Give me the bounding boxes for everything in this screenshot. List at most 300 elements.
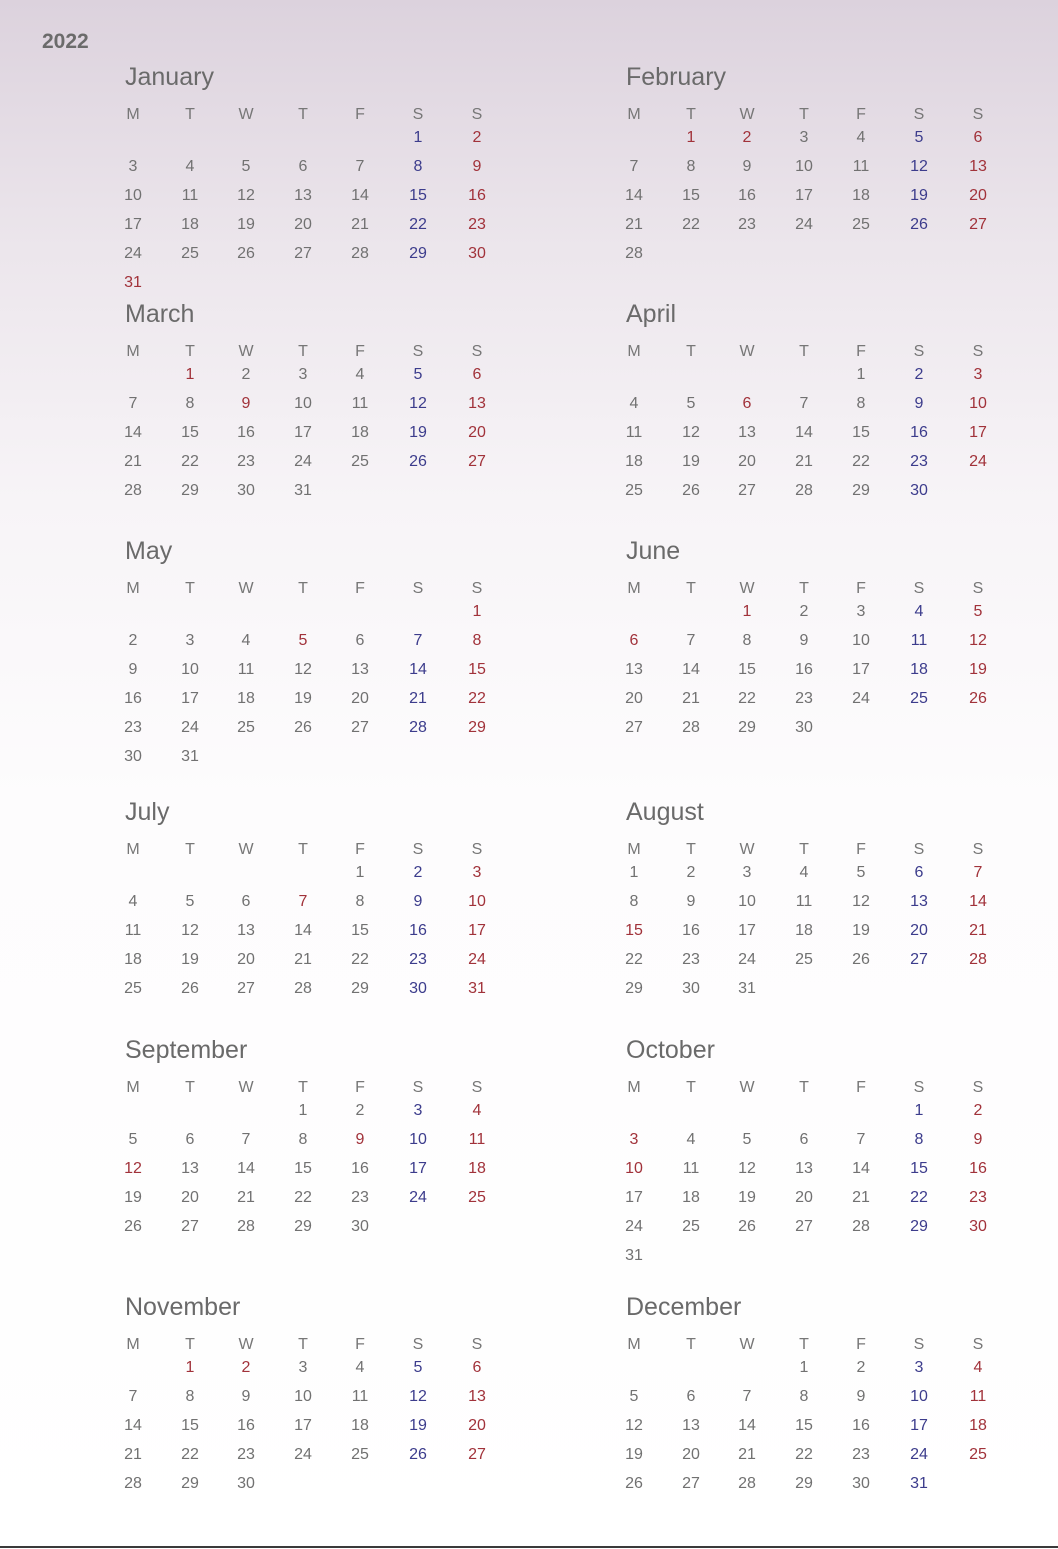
day-cell[interactable]: 12: [969, 632, 987, 649]
day-cell[interactable]: 9: [128, 661, 138, 678]
day-cell[interactable]: 22: [852, 453, 870, 470]
day-cell[interactable]: 22: [351, 951, 369, 968]
day-cell[interactable]: 29: [795, 1475, 813, 1492]
day-cell[interactable]: 7: [128, 395, 138, 412]
day-cell[interactable]: 28: [124, 1475, 142, 1492]
day-cell[interactable]: 21: [682, 690, 700, 707]
day-cell[interactable]: 1: [185, 366, 195, 383]
day-cell[interactable]: 23: [910, 453, 928, 470]
day-cell[interactable]: 7: [686, 632, 696, 649]
day-cell[interactable]: 7: [128, 1388, 138, 1405]
day-cell[interactable]: 15: [738, 661, 756, 678]
day-cell[interactable]: 30: [351, 1218, 369, 1235]
day-cell[interactable]: 6: [472, 1359, 482, 1376]
day-cell[interactable]: 15: [181, 424, 199, 441]
day-cell[interactable]: 11: [351, 1388, 369, 1405]
day-cell[interactable]: 20: [468, 1417, 486, 1434]
day-cell[interactable]: 11: [795, 893, 813, 910]
day-cell[interactable]: 29: [181, 1475, 199, 1492]
day-cell[interactable]: 28: [852, 1218, 870, 1235]
day-cell[interactable]: 20: [625, 690, 643, 707]
day-cell[interactable]: 19: [852, 922, 870, 939]
day-cell[interactable]: 29: [852, 482, 870, 499]
day-cell[interactable]: 25: [351, 1446, 369, 1463]
day-cell[interactable]: 16: [409, 922, 427, 939]
day-cell[interactable]: 21: [795, 453, 813, 470]
day-cell[interactable]: 13: [237, 922, 255, 939]
day-cell[interactable]: 17: [738, 922, 756, 939]
day-cell[interactable]: 19: [969, 661, 987, 678]
day-cell[interactable]: 22: [738, 690, 756, 707]
day-cell[interactable]: 21: [852, 1189, 870, 1206]
day-cell[interactable]: 10: [852, 632, 870, 649]
day-cell[interactable]: 8: [856, 395, 866, 412]
day-cell[interactable]: 1: [472, 603, 482, 620]
day-cell[interactable]: 29: [181, 482, 199, 499]
day-cell[interactable]: 10: [294, 1388, 312, 1405]
day-cell[interactable]: 12: [682, 424, 700, 441]
day-cell[interactable]: 15: [795, 1417, 813, 1434]
day-cell[interactable]: 20: [294, 216, 312, 233]
day-cell[interactable]: 11: [910, 632, 928, 649]
day-cell[interactable]: 13: [625, 661, 643, 678]
day-cell[interactable]: 18: [181, 216, 199, 233]
day-cell[interactable]: 26: [738, 1218, 756, 1235]
day-cell[interactable]: 6: [241, 893, 251, 910]
day-cell[interactable]: 6: [185, 1131, 195, 1148]
day-cell[interactable]: 19: [682, 453, 700, 470]
day-cell[interactable]: 12: [738, 1160, 756, 1177]
day-cell[interactable]: 14: [351, 187, 369, 204]
day-cell[interactable]: 4: [241, 632, 251, 649]
day-cell[interactable]: 18: [852, 187, 870, 204]
day-cell[interactable]: 3: [742, 864, 752, 881]
day-cell[interactable]: 4: [355, 1359, 365, 1376]
day-cell[interactable]: 8: [185, 395, 195, 412]
day-cell[interactable]: 2: [742, 129, 752, 146]
day-cell[interactable]: 19: [738, 1189, 756, 1206]
day-cell[interactable]: 17: [795, 187, 813, 204]
day-cell[interactable]: 30: [682, 980, 700, 997]
day-cell[interactable]: 25: [852, 216, 870, 233]
day-cell[interactable]: 27: [625, 719, 643, 736]
day-cell[interactable]: 8: [799, 1388, 809, 1405]
day-cell[interactable]: 2: [413, 864, 423, 881]
day-cell[interactable]: 9: [856, 1388, 866, 1405]
day-cell[interactable]: 19: [124, 1189, 142, 1206]
day-cell[interactable]: 23: [969, 1189, 987, 1206]
day-cell[interactable]: 12: [852, 893, 870, 910]
day-cell[interactable]: 9: [686, 893, 696, 910]
day-cell[interactable]: 1: [914, 1102, 924, 1119]
day-cell[interactable]: 6: [914, 864, 924, 881]
day-cell[interactable]: 31: [738, 980, 756, 997]
day-cell[interactable]: 30: [910, 482, 928, 499]
day-cell[interactable]: 18: [124, 951, 142, 968]
day-cell[interactable]: 6: [629, 632, 639, 649]
day-cell[interactable]: 16: [237, 424, 255, 441]
day-cell[interactable]: 16: [682, 922, 700, 939]
day-cell[interactable]: 1: [799, 1359, 809, 1376]
day-cell[interactable]: 21: [237, 1189, 255, 1206]
day-cell[interactable]: 14: [969, 893, 987, 910]
day-cell[interactable]: 4: [914, 603, 924, 620]
day-cell[interactable]: 5: [298, 632, 308, 649]
day-cell[interactable]: 20: [682, 1446, 700, 1463]
day-cell[interactable]: 23: [124, 719, 142, 736]
day-cell[interactable]: 20: [181, 1189, 199, 1206]
day-cell[interactable]: 16: [795, 661, 813, 678]
day-cell[interactable]: 25: [682, 1218, 700, 1235]
day-cell[interactable]: 13: [181, 1160, 199, 1177]
day-cell[interactable]: 5: [629, 1388, 639, 1405]
day-cell[interactable]: 10: [468, 893, 486, 910]
day-cell[interactable]: 7: [241, 1131, 251, 1148]
day-cell[interactable]: 10: [181, 661, 199, 678]
day-cell[interactable]: 4: [686, 1131, 696, 1148]
day-cell[interactable]: 24: [294, 1446, 312, 1463]
day-cell[interactable]: 12: [294, 661, 312, 678]
day-cell[interactable]: 3: [128, 158, 138, 175]
day-cell[interactable]: 29: [910, 1218, 928, 1235]
day-cell[interactable]: 6: [973, 129, 983, 146]
day-cell[interactable]: 25: [351, 453, 369, 470]
day-cell[interactable]: 3: [298, 1359, 308, 1376]
day-cell[interactable]: 23: [852, 1446, 870, 1463]
day-cell[interactable]: 24: [294, 453, 312, 470]
day-cell[interactable]: 10: [738, 893, 756, 910]
day-cell[interactable]: 27: [237, 980, 255, 997]
day-cell[interactable]: 23: [409, 951, 427, 968]
day-cell[interactable]: 16: [910, 424, 928, 441]
day-cell[interactable]: 23: [237, 453, 255, 470]
day-cell[interactable]: 11: [351, 395, 369, 412]
day-cell[interactable]: 4: [799, 864, 809, 881]
day-cell[interactable]: 11: [124, 922, 142, 939]
day-cell[interactable]: 22: [294, 1189, 312, 1206]
day-cell[interactable]: 3: [973, 366, 983, 383]
day-cell[interactable]: 6: [355, 632, 365, 649]
day-cell[interactable]: 8: [413, 158, 423, 175]
day-cell[interactable]: 11: [468, 1131, 486, 1148]
day-cell[interactable]: 6: [472, 366, 482, 383]
day-cell[interactable]: 16: [852, 1417, 870, 1434]
day-cell[interactable]: 23: [237, 1446, 255, 1463]
day-cell[interactable]: 22: [468, 690, 486, 707]
day-cell[interactable]: 17: [294, 1417, 312, 1434]
day-cell[interactable]: 10: [124, 187, 142, 204]
day-cell[interactable]: 14: [237, 1160, 255, 1177]
day-cell[interactable]: 9: [355, 1131, 365, 1148]
day-cell[interactable]: 26: [969, 690, 987, 707]
day-cell[interactable]: 13: [351, 661, 369, 678]
day-cell[interactable]: 18: [682, 1189, 700, 1206]
day-cell[interactable]: 9: [472, 158, 482, 175]
day-cell[interactable]: 5: [856, 864, 866, 881]
day-cell[interactable]: 15: [294, 1160, 312, 1177]
day-cell[interactable]: 27: [351, 719, 369, 736]
day-cell[interactable]: 18: [969, 1417, 987, 1434]
day-cell[interactable]: 6: [799, 1131, 809, 1148]
day-cell[interactable]: 22: [625, 951, 643, 968]
day-cell[interactable]: 16: [351, 1160, 369, 1177]
day-cell[interactable]: 5: [686, 395, 696, 412]
day-cell[interactable]: 5: [413, 1359, 423, 1376]
day-cell[interactable]: 21: [738, 1446, 756, 1463]
day-cell[interactable]: 28: [351, 245, 369, 262]
day-cell[interactable]: 25: [124, 980, 142, 997]
day-cell[interactable]: 19: [181, 951, 199, 968]
day-cell[interactable]: 4: [973, 1359, 983, 1376]
day-cell[interactable]: 1: [629, 864, 639, 881]
day-cell[interactable]: 3: [629, 1131, 639, 1148]
day-cell[interactable]: 3: [298, 366, 308, 383]
day-cell[interactable]: 11: [625, 424, 643, 441]
day-cell[interactable]: 22: [409, 216, 427, 233]
day-cell[interactable]: 15: [625, 922, 643, 939]
day-cell[interactable]: 1: [686, 129, 696, 146]
day-cell[interactable]: 15: [682, 187, 700, 204]
day-cell[interactable]: 27: [738, 482, 756, 499]
day-cell[interactable]: 29: [294, 1218, 312, 1235]
day-cell[interactable]: 16: [237, 1417, 255, 1434]
day-cell[interactable]: 30: [795, 719, 813, 736]
day-cell[interactable]: 26: [852, 951, 870, 968]
day-cell[interactable]: 24: [625, 1218, 643, 1235]
day-cell[interactable]: 29: [409, 245, 427, 262]
day-cell[interactable]: 1: [355, 864, 365, 881]
day-cell[interactable]: 20: [738, 453, 756, 470]
day-cell[interactable]: 20: [795, 1189, 813, 1206]
day-cell[interactable]: 2: [241, 366, 251, 383]
day-cell[interactable]: 6: [742, 395, 752, 412]
day-cell[interactable]: 7: [355, 158, 365, 175]
day-cell[interactable]: 17: [969, 424, 987, 441]
day-cell[interactable]: 14: [738, 1417, 756, 1434]
day-cell[interactable]: 28: [237, 1218, 255, 1235]
day-cell[interactable]: 5: [185, 893, 195, 910]
day-cell[interactable]: 9: [799, 632, 809, 649]
day-cell[interactable]: 17: [124, 216, 142, 233]
day-cell[interactable]: 4: [355, 366, 365, 383]
day-cell[interactable]: 30: [237, 1475, 255, 1492]
day-cell[interactable]: 28: [294, 980, 312, 997]
day-cell[interactable]: 10: [409, 1131, 427, 1148]
day-cell[interactable]: 16: [738, 187, 756, 204]
day-cell[interactable]: 17: [294, 424, 312, 441]
day-cell[interactable]: 11: [852, 158, 870, 175]
day-cell[interactable]: 24: [468, 951, 486, 968]
day-cell[interactable]: 27: [468, 453, 486, 470]
day-cell[interactable]: 17: [852, 661, 870, 678]
day-cell[interactable]: 12: [181, 922, 199, 939]
day-cell[interactable]: 3: [413, 1102, 423, 1119]
day-cell[interactable]: 13: [795, 1160, 813, 1177]
day-cell[interactable]: 6: [686, 1388, 696, 1405]
day-cell[interactable]: 16: [468, 187, 486, 204]
day-cell[interactable]: 2: [128, 632, 138, 649]
day-cell[interactable]: 23: [682, 951, 700, 968]
day-cell[interactable]: 12: [409, 1388, 427, 1405]
day-cell[interactable]: 24: [181, 719, 199, 736]
day-cell[interactable]: 19: [910, 187, 928, 204]
day-cell[interactable]: 29: [738, 719, 756, 736]
day-cell[interactable]: 26: [237, 245, 255, 262]
day-cell[interactable]: 11: [969, 1388, 987, 1405]
day-cell[interactable]: 27: [795, 1218, 813, 1235]
day-cell[interactable]: 26: [682, 482, 700, 499]
day-cell[interactable]: 30: [468, 245, 486, 262]
day-cell[interactable]: 14: [294, 922, 312, 939]
day-cell[interactable]: 20: [237, 951, 255, 968]
day-cell[interactable]: 20: [969, 187, 987, 204]
day-cell[interactable]: 25: [795, 951, 813, 968]
day-cell[interactable]: 12: [124, 1160, 142, 1177]
day-cell[interactable]: 11: [181, 187, 199, 204]
day-cell[interactable]: 8: [914, 1131, 924, 1148]
day-cell[interactable]: 31: [181, 748, 199, 765]
day-cell[interactable]: 23: [738, 216, 756, 233]
day-cell[interactable]: 19: [409, 1417, 427, 1434]
day-cell[interactable]: 5: [241, 158, 251, 175]
day-cell[interactable]: 13: [294, 187, 312, 204]
day-cell[interactable]: 13: [682, 1417, 700, 1434]
day-cell[interactable]: 4: [185, 158, 195, 175]
day-cell[interactable]: 9: [742, 158, 752, 175]
day-cell[interactable]: 25: [625, 482, 643, 499]
day-cell[interactable]: 30: [969, 1218, 987, 1235]
day-cell[interactable]: 23: [468, 216, 486, 233]
day-cell[interactable]: 15: [468, 661, 486, 678]
day-cell[interactable]: 24: [969, 453, 987, 470]
day-cell[interactable]: 9: [973, 1131, 983, 1148]
day-cell[interactable]: 7: [413, 632, 423, 649]
day-cell[interactable]: 1: [413, 129, 423, 146]
day-cell[interactable]: 12: [409, 395, 427, 412]
day-cell[interactable]: 26: [910, 216, 928, 233]
day-cell[interactable]: 22: [682, 216, 700, 233]
day-cell[interactable]: 17: [468, 922, 486, 939]
day-cell[interactable]: 14: [795, 424, 813, 441]
day-cell[interactable]: 27: [181, 1218, 199, 1235]
day-cell[interactable]: 15: [351, 922, 369, 939]
day-cell[interactable]: 24: [738, 951, 756, 968]
day-cell[interactable]: 23: [795, 690, 813, 707]
day-cell[interactable]: 9: [914, 395, 924, 412]
day-cell[interactable]: 3: [799, 129, 809, 146]
day-cell[interactable]: 17: [181, 690, 199, 707]
day-cell[interactable]: 7: [799, 395, 809, 412]
day-cell[interactable]: 22: [795, 1446, 813, 1463]
day-cell[interactable]: 8: [742, 632, 752, 649]
day-cell[interactable]: 19: [625, 1446, 643, 1463]
day-cell[interactable]: 24: [795, 216, 813, 233]
day-cell[interactable]: 30: [237, 482, 255, 499]
day-cell[interactable]: 7: [742, 1388, 752, 1405]
day-cell[interactable]: 4: [472, 1102, 482, 1119]
day-cell[interactable]: 13: [468, 395, 486, 412]
day-cell[interactable]: 18: [237, 690, 255, 707]
day-cell[interactable]: 15: [852, 424, 870, 441]
day-cell[interactable]: 10: [294, 395, 312, 412]
day-cell[interactable]: 10: [910, 1388, 928, 1405]
day-cell[interactable]: 27: [468, 1446, 486, 1463]
day-cell[interactable]: 26: [409, 453, 427, 470]
day-cell[interactable]: 28: [738, 1475, 756, 1492]
day-cell[interactable]: 4: [128, 893, 138, 910]
day-cell[interactable]: 28: [682, 719, 700, 736]
day-cell[interactable]: 21: [124, 1446, 142, 1463]
day-cell[interactable]: 2: [472, 129, 482, 146]
day-cell[interactable]: 9: [241, 1388, 251, 1405]
day-cell[interactable]: 5: [914, 129, 924, 146]
day-cell[interactable]: 26: [294, 719, 312, 736]
day-cell[interactable]: 13: [969, 158, 987, 175]
day-cell[interactable]: 26: [625, 1475, 643, 1492]
day-cell[interactable]: 5: [128, 1131, 138, 1148]
day-cell[interactable]: 30: [409, 980, 427, 997]
day-cell[interactable]: 2: [355, 1102, 365, 1119]
day-cell[interactable]: 21: [124, 453, 142, 470]
day-cell[interactable]: 2: [799, 603, 809, 620]
day-cell[interactable]: 25: [969, 1446, 987, 1463]
day-cell[interactable]: 1: [185, 1359, 195, 1376]
day-cell[interactable]: 3: [914, 1359, 924, 1376]
day-cell[interactable]: 14: [852, 1160, 870, 1177]
day-cell[interactable]: 20: [351, 690, 369, 707]
day-cell[interactable]: 19: [294, 690, 312, 707]
day-cell[interactable]: 31: [294, 482, 312, 499]
day-cell[interactable]: 14: [625, 187, 643, 204]
day-cell[interactable]: 3: [472, 864, 482, 881]
day-cell[interactable]: 28: [969, 951, 987, 968]
day-cell[interactable]: 29: [468, 719, 486, 736]
day-cell[interactable]: 21: [409, 690, 427, 707]
day-cell[interactable]: 25: [181, 245, 199, 262]
day-cell[interactable]: 7: [629, 158, 639, 175]
day-cell[interactable]: 15: [910, 1160, 928, 1177]
day-cell[interactable]: 29: [351, 980, 369, 997]
day-cell[interactable]: 11: [682, 1160, 700, 1177]
day-cell[interactable]: 18: [351, 424, 369, 441]
day-cell[interactable]: 26: [124, 1218, 142, 1235]
day-cell[interactable]: 31: [124, 274, 142, 291]
day-cell[interactable]: 7: [298, 893, 308, 910]
day-cell[interactable]: 14: [682, 661, 700, 678]
day-cell[interactable]: 26: [409, 1446, 427, 1463]
day-cell[interactable]: 26: [181, 980, 199, 997]
day-cell[interactable]: 7: [856, 1131, 866, 1148]
day-cell[interactable]: 8: [472, 632, 482, 649]
day-cell[interactable]: 2: [914, 366, 924, 383]
day-cell[interactable]: 12: [910, 158, 928, 175]
day-cell[interactable]: 27: [910, 951, 928, 968]
day-cell[interactable]: 18: [468, 1160, 486, 1177]
day-cell[interactable]: 1: [298, 1102, 308, 1119]
day-cell[interactable]: 15: [181, 1417, 199, 1434]
day-cell[interactable]: 3: [185, 632, 195, 649]
day-cell[interactable]: 1: [856, 366, 866, 383]
day-cell[interactable]: 7: [973, 864, 983, 881]
day-cell[interactable]: 11: [237, 661, 255, 678]
day-cell[interactable]: 18: [625, 453, 643, 470]
day-cell[interactable]: 6: [298, 158, 308, 175]
day-cell[interactable]: 2: [973, 1102, 983, 1119]
day-cell[interactable]: 25: [468, 1189, 486, 1206]
day-cell[interactable]: 4: [629, 395, 639, 412]
day-cell[interactable]: 21: [351, 216, 369, 233]
day-cell[interactable]: 8: [185, 1388, 195, 1405]
